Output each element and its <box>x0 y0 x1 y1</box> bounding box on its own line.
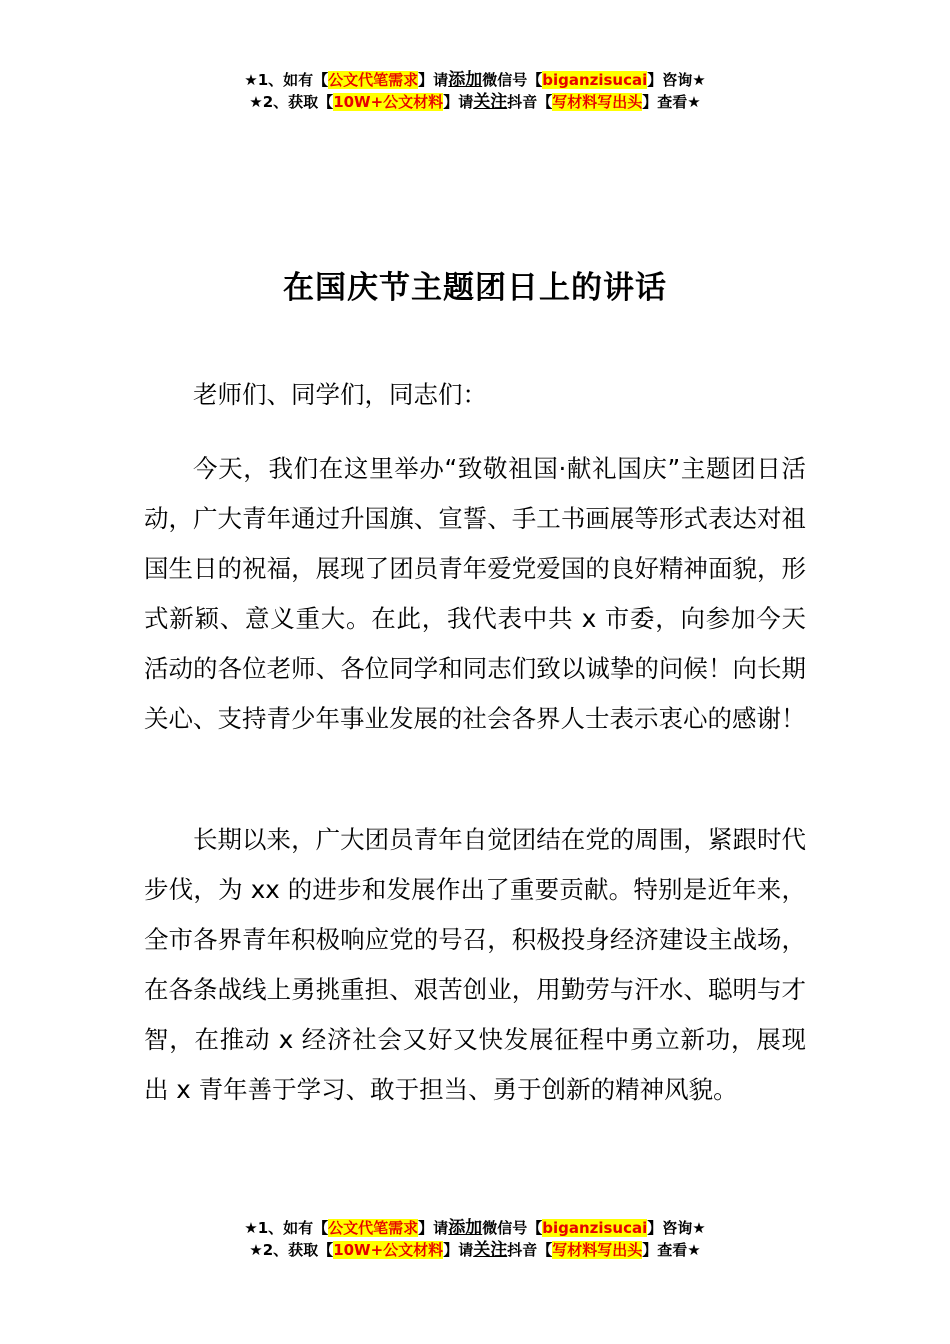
banner-text: 】咨询★ <box>647 1219 706 1237</box>
paragraph-2 <box>144 815 806 1115</box>
banner-text: 】咨询★ <box>647 71 706 89</box>
banner-emphasis: 添加 <box>448 1218 483 1238</box>
banner-text: ★1、如有【 <box>244 71 329 89</box>
banner-text: 】查看★ <box>642 1241 701 1259</box>
banner-text: 】请 <box>443 1241 474 1259</box>
banner-emphasis: 添加 <box>448 70 483 90</box>
banner-line-2 <box>0 91 950 113</box>
header-banner <box>0 69 950 113</box>
banner-line-1 <box>0 69 950 91</box>
banner-text: 】请 <box>418 71 449 89</box>
banner-text: 】请 <box>418 1219 449 1237</box>
banner-text: 微信号【 <box>482 71 543 89</box>
banner-highlight: 公文代笔需求 <box>328 71 419 89</box>
banner-text: 】查看★ <box>642 93 701 111</box>
banner-emphasis: 关注 <box>473 1240 508 1260</box>
banner-highlight: 10W+公文材料 <box>333 93 444 111</box>
footer-banner <box>0 1217 950 1261</box>
banner-line-1 <box>0 1217 950 1239</box>
paragraph-text: 长期以来，广大团员青年自觉团结在党的周围，紧跟时代步伐，为 xx 的进步和发展作出了重要贡献。特别是近年来，全市各界青年积极响应党的号召，积极投身经济建设主战场，在各条战线上勇挑重担、艰苦创业，用勤劳与汗水、聪明与才智，在推动 x 经济社会又好又快发展征程中勇立新功，展现出 x 青年善于学习、敢于担当、勇于创新的精神风貌。 <box>144 825 806 1104</box>
greeting: 老师们、同学们，同志们： <box>193 380 487 409</box>
banner-text: 微信号【 <box>482 1219 543 1237</box>
paragraph-1 <box>144 444 806 744</box>
banner-highlight: biganzisucai <box>542 1219 648 1237</box>
paragraph-text: 今天，我们在这里举办“致敬祖国·献礼国庆”主题团日活动，广大青年通过升国旗、宣誓、手工书画展等形式表达对祖国生日的祝福，展现了团员青年爱党爱国的良好精神面貌，形式新颖、意义重大。在此，我代表中共 x 市委，向参加今天活动的各位老师、各位同学和同志们致以诚挚的问候！向长期关心、支持青少年事业发展的社会各界人士表示衷心的感谢！ <box>144 454 806 733</box>
banner-text: ★2、获取【 <box>249 1241 334 1259</box>
banner-emphasis: 关注 <box>473 92 508 112</box>
banner-highlight: 写材料写出头 <box>552 93 643 111</box>
banner-highlight: 写材料写出头 <box>552 1241 643 1259</box>
banner-line-2 <box>0 1239 950 1261</box>
banner-highlight: 公文代笔需求 <box>328 1219 419 1237</box>
banner-text: 抖音【 <box>507 1241 553 1259</box>
banner-text: ★2、获取【 <box>249 93 334 111</box>
banner-text: ★1、如有【 <box>244 1219 329 1237</box>
banner-text: 抖音【 <box>507 93 553 111</box>
banner-highlight: biganzisucai <box>542 71 648 89</box>
document-title: 在国庆节主题团日上的讲话 <box>283 270 667 306</box>
banner-text: 】请 <box>443 93 474 111</box>
banner-highlight: 10W+公文材料 <box>333 1241 444 1259</box>
